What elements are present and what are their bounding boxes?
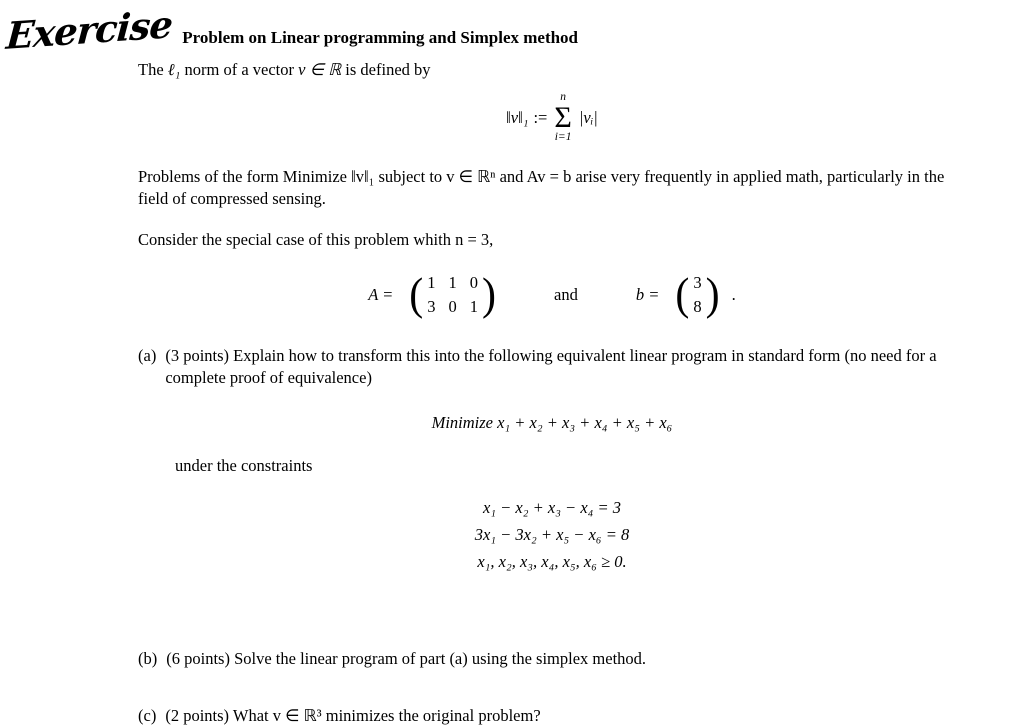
sigma-glyph: Σ — [554, 104, 571, 133]
summation-symbol — [554, 92, 571, 144]
under-constraints-text: under the constraints — [175, 455, 966, 478]
norm-definition-formula — [138, 92, 966, 144]
paragraph-consider: Consider the special case of this problem whith n = 3, — [138, 229, 966, 252]
objective-function: Minimize x₁ + x₂ + x₃ + x₄ + x₅ + x₆ — [138, 412, 966, 435]
sum-upper-limit: n — [560, 92, 566, 104]
part-a-label: (a) — [138, 345, 156, 391]
sum-term: |vᵢ| — [579, 107, 598, 130]
left-paren: ( — [675, 273, 689, 318]
constraint-line-3: x₁, x₂, x₃, x₄, x₅, x₆ ≥ 0. — [138, 548, 966, 575]
part-a-text: Explain how to transform this into the following equivalent linear program in standard form (no need for a complete proof of equivalence) — [165, 346, 936, 388]
vector-b-label: b = — [636, 284, 660, 307]
matrix-cell: 0 — [449, 296, 457, 319]
vector-b-grid — [689, 272, 705, 319]
period: . — [732, 284, 736, 307]
part-a-body — [165, 345, 955, 391]
matrix-cell: 3 — [693, 272, 701, 295]
part-c-body — [165, 705, 540, 727]
norm-lhs: ‖v‖₁ — [506, 107, 528, 130]
assign-symbol: := — [533, 107, 547, 130]
intro-text-mid: norm of a vector — [180, 60, 298, 79]
v-in-r-symbol: v ∈ ℝ — [298, 60, 341, 79]
matrix-cell: 1 — [470, 296, 478, 319]
matrix-cell: 1 — [449, 272, 457, 295]
matrix-a-label: A = — [368, 284, 393, 307]
intro-line — [138, 59, 966, 82]
part-c — [138, 705, 966, 727]
intro-text-before: The — [138, 60, 168, 79]
part-b-label: (b) — [138, 648, 157, 671]
matrix-display — [138, 272, 966, 319]
intro-text-after: is defined by — [341, 60, 430, 79]
matrix-a — [409, 272, 496, 319]
constraint-line-2: 3x₁ − 3x₂ + x₅ − x₆ = 8 — [138, 521, 966, 548]
part-a — [138, 345, 966, 391]
header — [6, 12, 966, 49]
matrix-cell: 0 — [470, 272, 478, 295]
matrix-a-grid — [423, 272, 482, 319]
page-title: Problem on Linear programming and Simplex method — [182, 26, 578, 49]
part-b-body — [166, 648, 646, 671]
part-b-text: Solve the linear program of part (a) using the simplex method. — [230, 649, 646, 668]
ell-one-symbol: ℓ₁ — [168, 60, 181, 79]
part-c-points: (2 points) — [165, 706, 229, 725]
constraints-block — [138, 494, 966, 576]
matrix-cell: 3 — [427, 296, 435, 319]
part-c-text: What v ∈ ℝ³ minimizes the original problem? — [229, 706, 541, 725]
right-paren: ) — [706, 273, 720, 318]
part-c-label: (c) — [138, 705, 156, 727]
and-word: and — [554, 284, 578, 307]
sum-lower-limit: i=1 — [555, 132, 572, 144]
right-paren: ) — [482, 273, 496, 318]
exercise-script-label: Exercise — [5, 6, 173, 55]
matrix-cell: 1 — [427, 272, 435, 295]
paragraph-problems: Problems of the form Minimize ‖v‖₁ subject to v ∈ ℝⁿ and Av = b arise very frequently in applied math, particularly in the field of compressed sensing. — [138, 166, 966, 212]
constraint-line-1: x₁ − x₂ + x₃ − x₄ = 3 — [138, 494, 966, 521]
vector-b — [675, 272, 719, 319]
left-paren: ( — [409, 273, 423, 318]
part-a-points: (3 points) — [165, 346, 229, 365]
part-b — [138, 648, 966, 671]
matrix-cell: 8 — [693, 296, 701, 319]
part-b-points: (6 points) — [166, 649, 230, 668]
